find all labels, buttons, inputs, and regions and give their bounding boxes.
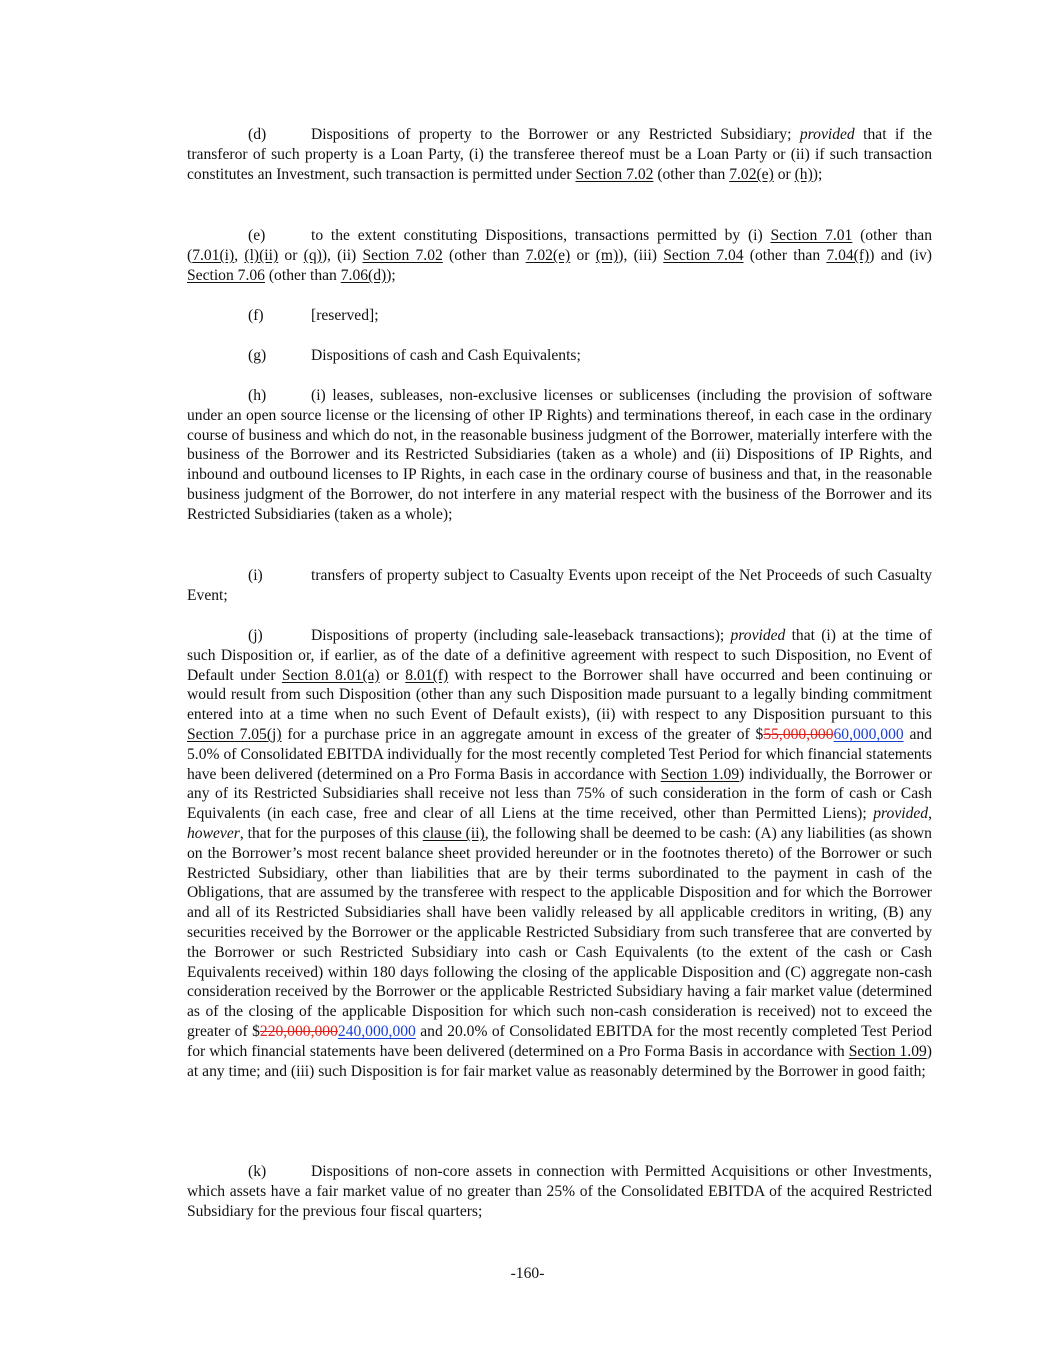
- text-run: ), (iii): [618, 246, 664, 264]
- paragraph-label: (d): [248, 126, 267, 143]
- section-reference: Section 7.02: [575, 165, 654, 183]
- text-run: ,: [928, 805, 932, 823]
- paragraph-label: (k): [248, 1163, 267, 1180]
- section-reference: Section 7.05(j): [187, 725, 282, 743]
- text-run: or: [278, 246, 304, 264]
- section-reference: (h): [794, 165, 813, 183]
- paragraph-h: [187, 386, 932, 525]
- section-reference: Section 7.04: [663, 246, 744, 264]
- text-run: , the following shall be deemed to be cash: (A) any liabilities (as shown on the Borrower’s most recent balance sheet provided hereunder or in the footnotes thereto) of the Borrower or such Restricted Subsidiary, other than liabilities that are by their terms subordinated to the payment in cash of the Obligations, that are assumed by the transferee with respect to the applicable Disposition and for which the Borrower and all of its Restricted Subsidiaries shall have been validly released by all applicable creditors in writing, (B) any securities received by the Borrower or the applicable Restricted Subsidiary from such transferee that are converted by the Borrower or such Restricted Subsidiary into cash or Cash Equivalents (to the extent of the cash or Cash Equivalents received) within 180 days following the closing of the applicable Disposition and (C) aggregate non-cash consideration received by the Borrower or the applicable Restricted Subsidiary having a fair market value (determined as of the closing of the applicable Disposition for which such non-cash consideration is received) not to exceed the greater of $: [187, 824, 932, 1040]
- text-run: (other than (: [187, 227, 932, 264]
- page-number: -160-: [510, 1265, 545, 1282]
- text-run: (other than: [653, 165, 730, 183]
- section-reference: Section 1.09: [848, 1042, 927, 1060]
- deleted-amount: 220,000,000: [259, 1022, 338, 1040]
- text-run: [reserved];: [311, 307, 379, 324]
- italic-term: provided: [730, 627, 786, 644]
- text-run: ) and (iv): [869, 246, 932, 264]
- text-run: ,: [234, 246, 245, 264]
- section-reference: Section 7.01: [770, 227, 853, 244]
- text-run: that if the transferor of such property is a Loan Party, (i) the transferee thereof must be a Loan Party or (ii) if such transaction constitutes an Investment, such transaction is permitted under: [187, 126, 932, 183]
- section-reference: 8.01(f): [405, 666, 449, 684]
- text-run: ) at any time; and (iii) such Disposition is for fair market value as reasonably determined by the Borrower in good faith;: [187, 1042, 932, 1080]
- section-reference: Section 8.01(a): [281, 666, 380, 684]
- text-run: and 20.0% of Consolidated EBITDA for the most recently completed Test Period for which financial statements have been delivered (determined on a Pro Forma Basis in accordance with: [187, 1022, 932, 1060]
- text-run: to the extent constituting Dispositions, transactions permitted by (i): [311, 227, 771, 244]
- italic-term: however: [187, 824, 240, 842]
- section-reference: 7.02(e): [525, 246, 571, 264]
- text-run: Dispositions of property (including sale-leaseback transactions);: [311, 627, 731, 644]
- section-reference: (l)(ii): [244, 246, 279, 264]
- paragraph-label: (i): [248, 567, 263, 584]
- paragraph-g: [187, 346, 932, 366]
- text-run: that (i) at the time of such Disposition or, if earlier, as of the date of a definitive agreement with respect to such Disposition, no Event of Default under: [187, 627, 932, 684]
- italic-term: provided: [873, 805, 929, 823]
- paragraph-label: (h): [248, 387, 267, 404]
- paragraph-e: [187, 226, 932, 285]
- text-run: and 5.0% of Consolidated EBITDA individually for the most recently completed Test Period for which financial statements have been delivered (determined on a Pro Forma Basis in accordance with: [187, 725, 932, 783]
- text-run: );: [812, 165, 823, 183]
- paragraph-label: (g): [248, 347, 267, 364]
- text-run: Dispositions of property to the Borrower or any Restricted Subsidiary;: [311, 126, 800, 143]
- text-run: for a purchase price in an aggregate amount in excess of the greater of $: [281, 725, 764, 743]
- section-reference: 7.04(f): [826, 246, 870, 264]
- paragraph-label: (j): [248, 627, 263, 644]
- section-reference: (q): [303, 246, 322, 264]
- text-run: transfers of property subject to Casualty Events upon receipt of the Net Proceeds of such Casualty Event;: [187, 567, 932, 604]
- text-run: , that for the purposes of this: [239, 824, 423, 842]
- text-run: (other than: [743, 246, 827, 264]
- section-reference: 7.06(d): [340, 266, 387, 284]
- text-run: );: [386, 266, 396, 284]
- paragraph-label: (e): [248, 227, 266, 244]
- deleted-amount: 55,000,000: [763, 725, 834, 743]
- text-run: Dispositions of cash and Cash Equivalents;: [311, 347, 581, 364]
- section-reference: 7.02(e): [729, 165, 774, 183]
- paragraph-j: [187, 626, 932, 1081]
- text-run: or: [773, 165, 795, 183]
- text-run: with respect to the Borrower shall have occurred and been continuing or would result from such Disposition (other than any such Disposition made pursuant to a legally binding commitment entered into at a time when no such Event of Default exists), (ii) with respect to any Disposition pursuant to this: [187, 666, 932, 724]
- clause-reference: clause (ii): [422, 824, 485, 842]
- paragraph-i: [187, 566, 932, 606]
- text-run: (i) leases, subleases, non-exclusive licenses or sublicenses (including the provision of software under an open source license or the licensing of other IP Rights) and terminations thereof, in each case in the ordinary course of business and which do not, in the reasonable business judgment of the Borrower, materially interfere with the business of the Borrower and its Restricted Subsidiaries (taken as a whole) and (ii) Dispositions of IP Rights, and inbound and outbound licenses to IP Rights, in each case in the ordinary course of business and that, in the reasonable business judgment of the Borrower, do not interfere in any material respect with the business of the Borrower and its Restricted Subsidiaries (taken as a whole);: [187, 387, 932, 523]
- text-run: ), (ii): [321, 246, 363, 264]
- paragraph-d: [187, 125, 932, 184]
- paragraph-label: (f): [248, 307, 264, 324]
- section-reference: 7.01(i): [192, 246, 235, 264]
- text-run: (other than: [442, 246, 526, 264]
- text-run: (other than: [264, 266, 341, 284]
- inserted-amount: 60,000,000: [833, 725, 904, 743]
- paragraph-k: [187, 1162, 932, 1221]
- text-run: or: [570, 246, 596, 264]
- text-run: ) individually, the Borrower or any of its Restricted Subsidiaries shall receive not less than 75% of such consideration in the form of cash or Cash Equivalents (in each case, free and clear of all Liens at the time received, other than Permitted Liens);: [187, 765, 932, 823]
- section-reference: Section 7.06: [187, 266, 265, 284]
- text-run: or: [379, 666, 406, 684]
- italic-term: provided: [799, 126, 855, 143]
- section-reference: (m): [595, 246, 619, 264]
- section-reference: Section 1.09: [660, 765, 740, 783]
- inserted-amount: 240,000,000: [337, 1022, 416, 1040]
- text-run: Dispositions of non-core assets in connection with Permitted Acquisitions or other Investments, which assets have a fair market value of no greater than 25% of the Consolidated EBITDA of the acquired Restricted Subsidiary for the previous four fiscal quarters;: [187, 1163, 932, 1220]
- section-reference: Section 7.02: [362, 246, 443, 264]
- paragraph-f: [187, 306, 932, 326]
